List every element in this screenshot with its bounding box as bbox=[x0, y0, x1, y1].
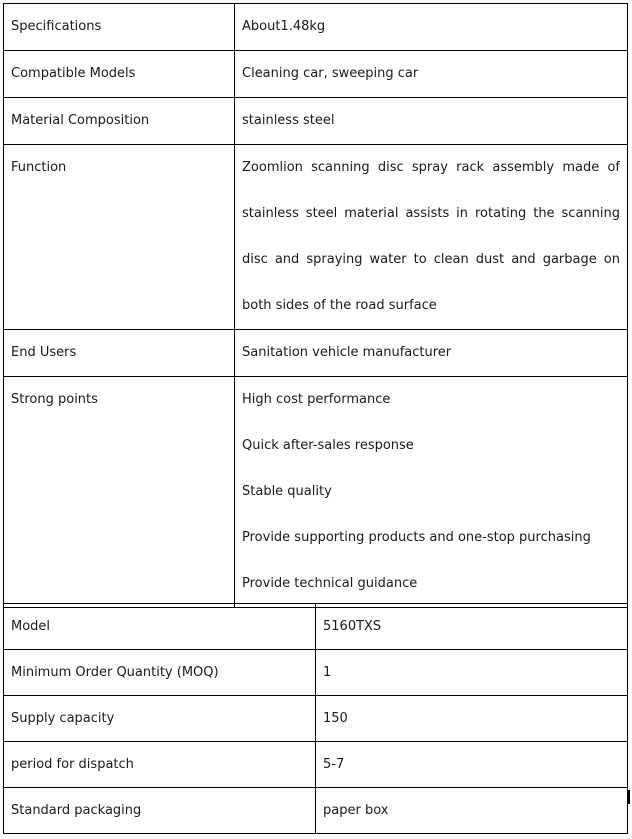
row-label: End Users bbox=[4, 330, 235, 377]
row-value: Sanitation vehicle manufacturer bbox=[235, 330, 628, 377]
strong-point-item: Quick after-sales response bbox=[242, 438, 414, 453]
table-row bbox=[4, 98, 628, 145]
table-row bbox=[4, 145, 628, 330]
table-row bbox=[4, 330, 628, 377]
row-value: Cleaning car, sweeping car bbox=[235, 51, 628, 98]
row-value: About1.48kg bbox=[235, 4, 628, 51]
table-row bbox=[4, 788, 628, 834]
strong-point-item: Provide supporting products and one-stop purchasing bbox=[242, 530, 591, 545]
row-value: 5-7 bbox=[316, 742, 628, 788]
row-label: Compatible Models bbox=[4, 51, 235, 98]
strong-point-item: Stable quality bbox=[242, 484, 332, 499]
product-spec-table bbox=[3, 3, 628, 608]
row-value: 1 bbox=[316, 650, 628, 696]
strong-point-item: High cost performance bbox=[242, 392, 391, 407]
row-value: 5160TXS bbox=[316, 604, 628, 650]
table-row bbox=[4, 51, 628, 98]
row-label: period for dispatch bbox=[4, 742, 316, 788]
row-label: Function bbox=[4, 145, 235, 330]
row-label: Strong points bbox=[4, 377, 235, 608]
table-row bbox=[4, 650, 628, 696]
table-row bbox=[4, 4, 628, 51]
row-label: Minimum Order Quantity (MOQ) bbox=[4, 650, 316, 696]
strong-point-item: Provide technical guidance bbox=[242, 576, 418, 591]
row-label: Specifications bbox=[4, 4, 235, 51]
table-row bbox=[4, 604, 628, 650]
row-value: paper box bbox=[316, 788, 628, 834]
text-cursor bbox=[628, 790, 630, 804]
row-label: Standard packaging bbox=[4, 788, 316, 834]
function-description: Zoomlion scanning disc spray rack assembly made of stainless steel material assists in rotating the scanning disc and spraying water to clean dust and garbage on both sides of the road surface bbox=[235, 145, 628, 330]
row-label: Supply capacity bbox=[4, 696, 316, 742]
table-row bbox=[4, 742, 628, 788]
row-value: stainless steel bbox=[235, 98, 628, 145]
table-row bbox=[4, 696, 628, 742]
row-value: 150 bbox=[316, 696, 628, 742]
table-row bbox=[4, 377, 628, 608]
row-label: Model bbox=[4, 604, 316, 650]
row-label: Material Composition bbox=[4, 98, 235, 145]
order-info-table bbox=[3, 603, 628, 834]
strong-points-list bbox=[235, 377, 628, 608]
